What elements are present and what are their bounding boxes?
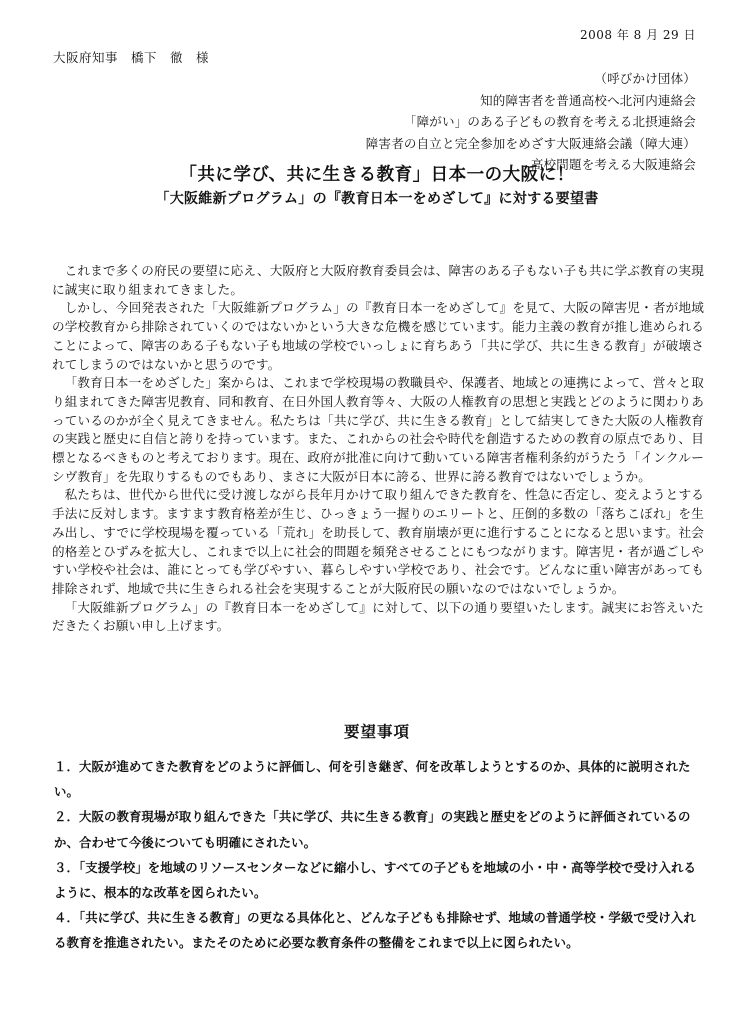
body-paragraph: 「大阪維新プログラム」の『教育日本一をめざして』に対して、以下の通り要望いたします。誠実にお答えいただきたくお願い申し上げます。	[52, 599, 704, 634]
callers-heading: （呼びかけ団体）	[594, 71, 696, 86]
addressee: 大阪府知事 橋下 徹 様	[53, 50, 210, 65]
caller-org: 「障がい」のある子どもの教育を考える北摂連絡会	[403, 114, 696, 129]
caller-org: 高校問題を考える大阪連絡会	[530, 157, 696, 172]
body-paragraph: 「教育日本一をめざした」案からは、これまで学校現場の教職員や、保護者、地域との連携によって、営々と取り組まれてきた障害児教育、同和教育、在日外国人教育等々、大阪の人権教育の思想と実践とどのように関わりあっているのかが全く見えてきません。私たちは「共に学び、共に生きる教育」として結実してきた大阪の人権教育の実践と歴史に自信と誇りを持っています。また、これからの社会や時代を創造するための教育の原点であり、目標となるべきものと考えております。現在、政府が批准に向けて動いている障害者権利条約がうたう「インクルーシヴ教育」を先取りするものでもあり、まさに大阪が日本に誇る、世界に誇る教育ではないでしょうか。	[52, 375, 704, 484]
demand-item: ３．「支援学校」を地域のリソースセンターなどに縮小し、すべての子どもを地域の小・中・高等学校で受け入れるように、根本的な改革を図られたい。	[54, 859, 696, 901]
demand-item: ４．「共に学び、共に生きる教育」の更なる具体化と、どんな子どもも排除せず、地域の普通学校・学級で受け入れる教育を推進されたい。またそのために必要な教育条件の整備をこれまで以上に図られたい。	[54, 910, 696, 951]
document-title: 「共に学び、共に生きる教育」日本一の大阪に！	[179, 165, 575, 185]
calling-organizations	[366, 68, 696, 176]
demands-heading: 要望事項	[343, 723, 410, 741]
caller-org: 知的障害者を普通高校へ北河内連絡会	[480, 92, 696, 108]
body-paragraph: これまで多くの府民の要望に応え、大阪府と大阪府教育委員会は、障害のある子もない子も共に学ぶ教育の実現に誠実に取り組まれてきました。	[52, 263, 704, 297]
body-text	[52, 262, 704, 636]
document-subtitle: 「大阪維新プログラム」の『教育日本一をめざして』に対する要望書	[155, 191, 599, 207]
demand-item: ２．大阪の教育現場が取り組んできた「共に学び、共に生きる教育」の実践と歴史をどのように評価されているのか、合わせて今後についても明確にされたい。	[54, 809, 691, 850]
document-date: 2008 年 8 月 29 日	[579, 28, 696, 42]
demand-item: １．大阪が進めてきた教育をどのように評価し、何を引き継ぎ、何を改革しようとするのか、具体的に説明されたい。	[54, 759, 691, 800]
body-paragraph: しかし、今回発表された「大阪維新プログラム」の『教育日本一をめざして』を見て、大阪の障害児・者が地域の学校教育から排除されていくのではないかという大きな危機を感じています。能力主義の教育が推し進められることによって、障害のある子もない子も地域の学校でいっしょに育ちあう「共に学び、共に生きる教育」が破壊されてしまうのではないかと思うのです。	[52, 300, 704, 372]
body-paragraph: 私たちは、世代から世代に受け渡しながら長年月かけて取り組んできた教育を、性急に否定し、変えようとする手法に反対します。ますます教育格差が生じ、ひっきょう一握りのエリートと、圧倒的多数の「落ちこぼれ」を生み出し、すでに学校現場を覆っている「荒れ」を助長して、教育崩壊が更に進行することになると思います。社会的格差とひずみを拡大し、これまで以上に社会的問題を頻発させることにもつながります。障害児・者が過ごしやすい学校や社会は、誰にとっても学びやすい、暮らしやすい学校であり、社会です。どんなに重い障害があっても排除されず、地域で共に生きられる社会を実現することが大阪府民の願いなのではないでしょうか。	[52, 487, 704, 596]
demands-list	[54, 754, 704, 956]
caller-org: 障害者の自立と完全参加をめざす大阪連絡会議（障大連）	[365, 135, 696, 151]
